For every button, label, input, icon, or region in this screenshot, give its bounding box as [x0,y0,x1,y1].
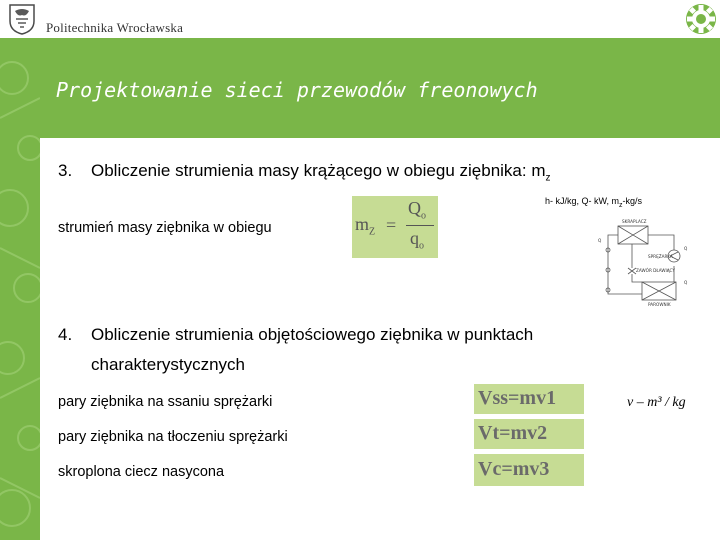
item-liquid-label: skroplona ciecz nasycona [58,464,225,480]
formula-lhs [355,214,375,238]
refrigeration-cycle-schematic [592,210,692,310]
section-4-heading-line1: Obliczenie strumienia objętościowego ziębnika w punktach [91,325,534,344]
units-note-tail: -kg/s [622,196,643,206]
section-4-heading-line2: charakterystycznych [91,355,245,374]
units-note [545,196,642,209]
schematic-side-label-2: Q [684,246,688,251]
fraction-bar [406,225,434,226]
formula-discharge-text: Vt=mv2 [478,422,548,444]
formula-denominator [410,228,424,252]
schematic-label-compressor: SPRĘŻARKA [648,254,673,259]
formula-liquid-volume [474,454,584,486]
formula-lhs-sub: Z [369,226,376,238]
schematic-side-label-1: Q [598,238,602,243]
item-discharge-label: pary ziębnika na tłoczeniu sprężarki [58,429,288,445]
specific-volume-unit: v – m³ / kg [627,395,686,410]
item-suction-label: pary ziębnika na ssaniu sprężarki [58,394,273,410]
gear-icon [684,2,718,36]
section-3-heading-subscript: z [545,172,551,184]
section-4-heading [58,325,533,345]
mass-flow-formula [352,196,438,258]
header-bar [0,0,720,38]
formula-numerator-symbol: Q [408,198,421,218]
section-3-number: 3. [58,161,73,180]
formula-denominator-sub: o [419,240,424,252]
section-3-heading [58,161,550,183]
units-note-text: h- kJ/kg, Q- kW, m [545,196,620,206]
section-3-heading-text: Obliczenie strumienia masy krążącego w obiegu ziębnika: m [91,161,546,180]
formula-discharge-volume [474,419,584,449]
formula-lhs-symbol: m [355,214,370,234]
formula-liquid-text: Vc=mv3 [478,458,550,480]
gear-pattern-icon [0,38,40,540]
mass-flow-label: strumień masy ziębnika w obiegu [58,220,272,236]
schematic-side-label-3: Q [684,280,688,285]
slide-title: Projektowanie sieci przewodów freonowych [56,78,538,102]
formula-equals: = [386,215,397,235]
section-4-number: 4. [58,325,73,344]
formula-numerator [408,198,426,222]
university-name: Politechnika Wrocławska [46,20,184,35]
formula-suction-volume [474,384,584,414]
schematic-label-condenser: SKRAPLACZ [622,219,647,224]
university-logo-icon [6,3,38,35]
formula-numerator-sub: o [421,210,426,222]
schematic-label-valve: ZAWÓR DŁAWIĄCY [636,268,675,273]
formula-denominator-symbol: q [410,228,419,248]
schematic-label-evaporator: PAROWNIK [648,302,671,307]
formula-suction-text: Vss=mv1 [478,387,557,409]
decorative-sidebar [0,38,40,540]
units-note-sub: z [619,201,623,209]
